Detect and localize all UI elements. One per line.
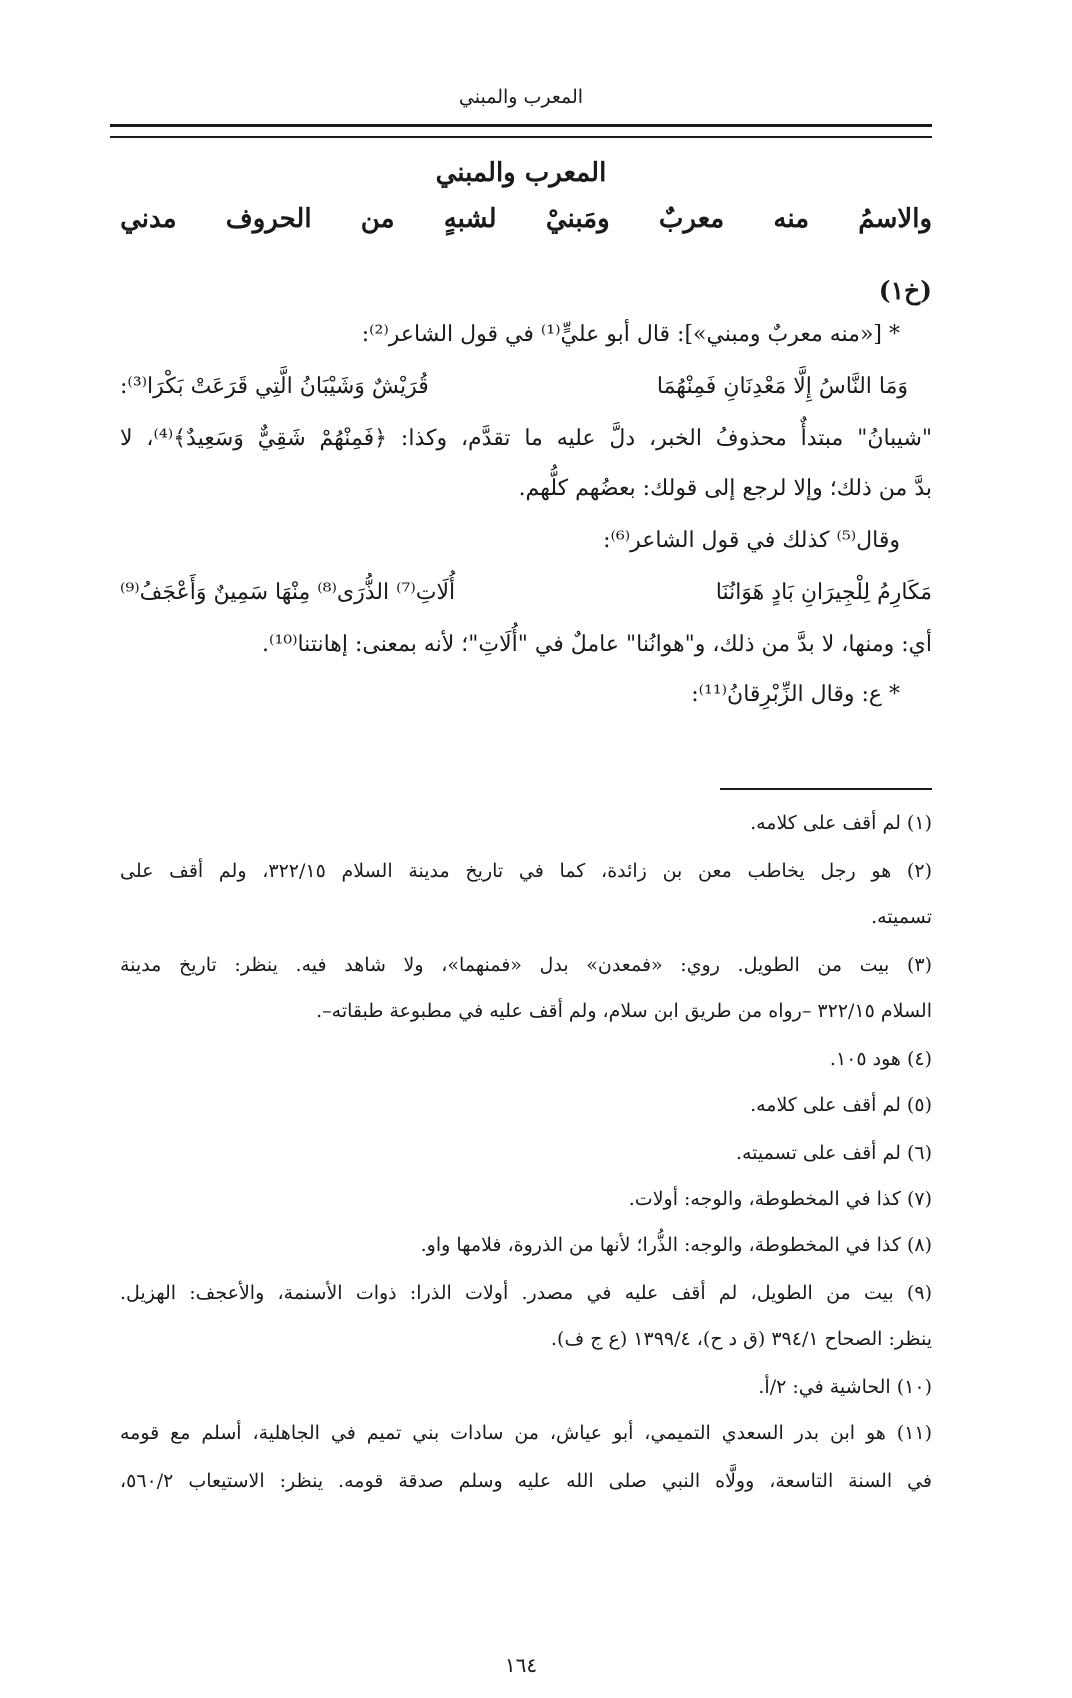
alfiyya-verse	[120, 204, 932, 234]
body-line: * ع: وقال الزِّبْرِقانُ⁽¹¹⁾:	[691, 682, 900, 707]
poem-verse-1	[120, 374, 932, 399]
footnote: (٩) بيت من الطويل، لم أقف عليه في مصدر. أولات الذرا: ذوات الأسنمة، والأعجف: الهزيل.	[120, 1282, 932, 1304]
footnote: (٥) لم أقف على كلامه.	[750, 1094, 932, 1116]
poem-hemistich-right: وَمَا النَّاسُ إِلَّا مَعْدِنَانِ فَمِنْهُمَا	[656, 374, 908, 399]
footnote: (٣) بيت من الطويل. روي: «فمعدن» بدل «فمنهما»، ولا شاهد فيه. ينظر: تاريخ مدينة	[120, 954, 932, 976]
footnote: ينظر: الصحاح ٣٩٤/١ (ق د ح)، ١٣٩٩/٤ (ع ج ف).	[551, 1328, 932, 1350]
verse-word: ومَبنيْ	[545, 204, 610, 234]
footnote: (١) لم أقف على كلامه.	[750, 812, 932, 834]
verse-word: منه	[773, 204, 810, 234]
manuscript-mark: (خ١)	[878, 276, 932, 305]
body-line: "شيبانُ" مبتدأٌ محذوفُ الخبر، دلَّ عليه ما تقدَّم، وكذا: ﴿فَمِنْهُمْ شَقِيٌّ وَسَعِيدٌ﴾⁽⁴⁾، لا	[120, 426, 933, 451]
verse-word: لشبهٍ	[443, 204, 497, 234]
poem-hemistich-left: قُرَيْشٌ وَشَيْبَانُ الَّتِي قَرَعَتْ بَكْرَا⁽³⁾:	[120, 374, 429, 399]
poem-verse-2	[120, 580, 932, 605]
header-rule-bottom	[110, 136, 932, 138]
poem-hemistich-right: مَكَارِمُ لِلْجِيرَانِ بَادٍ هَوَانُنَا	[715, 580, 932, 605]
footnote: السلام ٣٢٢/١٥ –رواه من طريق ابن سلام، ولم أقف عليه في مطبوعة طبقاته–.	[316, 1000, 932, 1022]
body-line: وقال⁽⁵⁾ كذلك في قول الشاعر⁽⁶⁾:	[603, 528, 900, 553]
header-rule-top	[110, 124, 932, 127]
verse-word: والاسمُ	[858, 204, 932, 234]
footnote: (٦) لم أقف على تسميته.	[735, 1142, 932, 1164]
running-head: المعرب والمبني	[458, 86, 584, 108]
verse-word: من	[360, 204, 395, 234]
body-line: بدَّ من ذلك؛ وإلا لرجع إلى قولك: بعضُهم كلُّهم.	[518, 476, 932, 501]
verse-word: الحروف	[225, 204, 312, 234]
footnote: في السنة التاسعة، وولَّاه النبي صلى الله عليه وسلم صدقة قومه. ينظر: الاستيعاب ٥٦٠/٢،	[120, 1470, 932, 1492]
page-number: ١٦٤	[504, 1653, 538, 1677]
body-line: * [«منه معربٌ ومبني»]: قال أبو عليٍّ⁽¹⁾ في قول الشاعر⁽²⁾:	[361, 322, 900, 347]
footnote-separator	[720, 788, 932, 790]
footnote: (٢) هو رجل يخاطب معن بن زائدة، كما في تاريخ مدينة السلام ٣٢٢/١٥، ولم أقف على	[120, 860, 932, 882]
footnote: (٧) كذا في المخطوطة، والوجه: أولات.	[628, 1188, 932, 1210]
body-line: أي: ومنها، لا بدَّ من ذلك، و"هوانُنا" عاملٌ في "أُلَاتِ"؛ لأنه بمعنى: إهانتنا⁽¹⁰⁾.	[262, 632, 932, 657]
footnote: تسميته.	[871, 906, 932, 928]
footnote: (١٠) الحاشية في: ٢/أ.	[758, 1376, 932, 1398]
poem-hemistich-left: أُلَاتِ⁽⁷⁾ الذُّرَى⁽⁸⁾ مِنْهَا سَمِينٌ وَأَعْجَفُ⁽⁹⁾	[120, 580, 456, 605]
footnote: (١١) هو ابن بدر السعدي التميمي، أبو عياش، من سادات بني تميم في الجاهلية، أسلم مع قومه	[120, 1422, 932, 1444]
verse-word: مدني	[120, 204, 177, 234]
chapter-title: المعرب والمبني	[435, 158, 607, 188]
footnote: (٤) هود ١٠٥.	[829, 1048, 932, 1070]
verse-word: معربٌ	[658, 204, 725, 234]
footnote: (٨) كذا في المخطوطة، والوجه: الذُّرا؛ لأنها من الذروة، فلامها واو.	[420, 1234, 932, 1256]
